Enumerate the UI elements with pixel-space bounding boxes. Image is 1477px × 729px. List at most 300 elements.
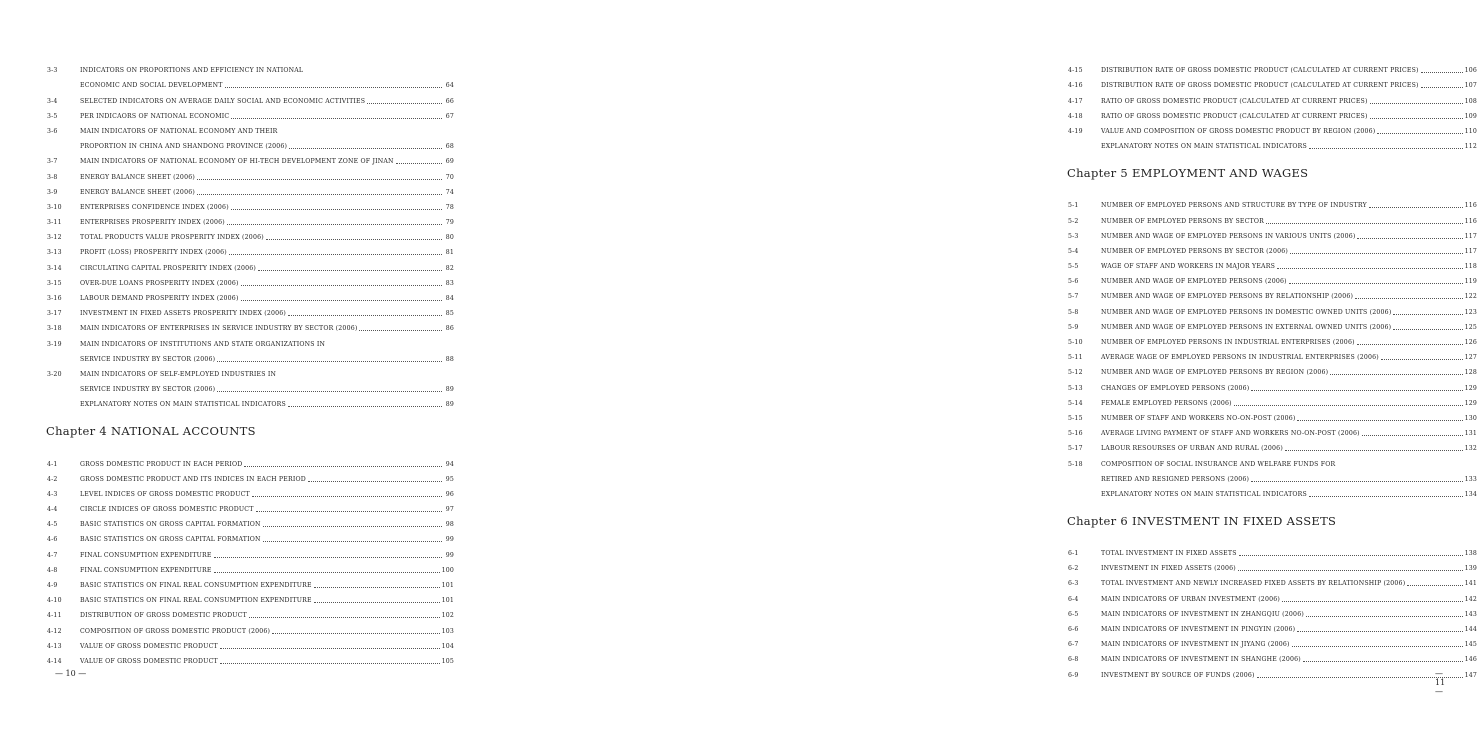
dot-leader: [314, 602, 440, 603]
toc-entry[interactable]: [46, 484, 454, 499]
entry-title: NUMBER AND WAGE OF EMPLOYED PERSONS BY REGION (2006): [1101, 369, 1329, 377]
entry-title: BASIC STATISTICS ON GROSS CAPITAL FORMATION: [80, 521, 261, 529]
page-ref: 86: [445, 325, 454, 333]
page-ref: 89: [445, 401, 454, 409]
toc-entry[interactable]: [1067, 136, 1477, 151]
entry-title: FINAL CONSUMPTION EXPENDITURE: [80, 551, 212, 559]
toc-column-left: [46, 60, 454, 666]
table-number: 4-4: [47, 506, 58, 514]
table-number: 4-11: [47, 612, 62, 620]
dot-leader: [1289, 283, 1463, 284]
toc-entry[interactable]: [46, 575, 454, 590]
toc-entry[interactable]: [46, 529, 454, 544]
dot-leader: [197, 179, 442, 180]
table-number: 6-9: [1068, 671, 1079, 679]
toc-entry[interactable]: [46, 349, 454, 364]
dot-leader: [249, 617, 440, 618]
entry-title: MAIN INDICATORS OF INVESTMENT IN JIYANG (2006): [1101, 641, 1290, 649]
entry-title: MAIN INDICATORS OF URBAN INVESTMENT (2006): [1101, 595, 1280, 603]
table-number: 5-8: [1068, 308, 1079, 316]
page-ref: 70: [445, 173, 454, 181]
entry-title: INDICATORS ON PROPORTIONS AND EFFICIENCY IN NATIONAL: [80, 67, 304, 75]
chapter-heading: Chapter 4 NATIONAL ACCOUNTS: [46, 424, 256, 439]
toc-entry[interactable]: [1067, 256, 1477, 271]
table-number: 5-10: [1068, 339, 1083, 346]
toc-entry[interactable]: [46, 590, 454, 605]
toc-entry[interactable]: [1067, 649, 1477, 664]
toc-column-right: [1067, 60, 1477, 680]
table-number: 4-15: [1068, 67, 1083, 75]
table-number: 5-17: [1068, 445, 1083, 453]
table-number: 5-2: [1068, 217, 1079, 225]
page-ref: 134: [1464, 490, 1477, 498]
toc-entry[interactable]: [46, 197, 454, 212]
toc-entry[interactable]: [46, 499, 454, 514]
entry-title: BASIC STATISTICS ON FINAL REAL CONSUMPTION EXPENDITURE: [80, 582, 312, 589]
dot-leader: [266, 239, 442, 240]
toc-entry[interactable]: [1067, 90, 1477, 105]
page-ref: 98: [445, 521, 454, 529]
table-number: 5-3: [1068, 232, 1079, 240]
entry-title: TOTAL PRODUCTS VALUE PROSPERITY INDEX (2006): [80, 234, 264, 242]
page-ref: 142: [1464, 595, 1477, 603]
entry-title: MAIN INDICATORS OF SELF-EMPLOYED INDUSTRIES IN: [80, 370, 277, 378]
dot-leader: [289, 148, 442, 149]
toc-entry[interactable]: [1067, 286, 1477, 301]
page-ref: 130: [1464, 414, 1477, 422]
page-ref: 110: [1464, 127, 1477, 135]
table-number: 3-10: [47, 203, 62, 211]
dot-leader: [396, 163, 442, 164]
page-ref: 97: [445, 506, 454, 514]
right-page: [512, 0, 1477, 729]
entry-title: WAGE OF STAFF AND WORKERS IN MAJOR YEARS: [1101, 263, 1276, 271]
toc-entry[interactable]: [1067, 619, 1477, 634]
dot-leader: [367, 103, 442, 104]
entry-title: VALUE OF GROSS DOMESTIC PRODUCT: [80, 642, 218, 650]
dot-leader: [288, 315, 442, 316]
page-ref: 105: [441, 657, 454, 665]
dot-leader: [244, 466, 442, 467]
dot-leader: [1357, 344, 1463, 345]
entry-title: INVESTMENT BY SOURCE OF FUNDS (2006): [1101, 671, 1255, 679]
toc-entry[interactable]: [46, 212, 454, 227]
entry-title: NUMBER OF EMPLOYED PERSONS AND STRUCTURE BY TYPE OF INDUSTRY: [1101, 202, 1367, 210]
entry-title: FEMALE EMPLOYED PERSONS (2006): [1101, 399, 1232, 407]
toc-entry[interactable]: [1067, 469, 1477, 484]
page-ref: 118: [1464, 263, 1477, 271]
page-number-right: — 11 —: [1435, 669, 1446, 696]
dot-leader: [1407, 585, 1462, 586]
page-ref: 131: [1464, 430, 1477, 438]
dot-leader: [1362, 435, 1463, 436]
table-number: 4-1: [47, 460, 58, 468]
table-number: 3-14: [47, 264, 62, 272]
entry-title: AVERAGE LIVING PAYMENT OF STAFF AND WORKERS NO-ON-POST (2006): [1101, 430, 1360, 438]
dot-leader: [1309, 496, 1463, 497]
dot-leader: [1309, 148, 1463, 149]
toc-entry[interactable]: [1067, 347, 1477, 362]
page-ref: 95: [445, 475, 454, 483]
entry-title: FINAL CONSUMPTION EXPENDITURE: [80, 566, 212, 574]
table-number: 3-4: [47, 97, 58, 105]
entry-title: VALUE OF GROSS DOMESTIC PRODUCT: [80, 657, 218, 665]
toc-entry[interactable]: [1067, 423, 1477, 438]
dot-leader: [229, 254, 442, 255]
toc-entry[interactable]: [1067, 377, 1477, 392]
table-number: 4-7: [47, 551, 58, 559]
page-ref: 66: [445, 97, 454, 105]
entry-title: NUMBER OF EMPLOYED PERSONS BY SECTOR: [1101, 217, 1265, 225]
toc-entry[interactable]: [46, 257, 454, 272]
entry-title: INVESTMENT IN FIXED ASSETS PROSPERITY INDEX (2006): [80, 310, 287, 318]
dot-leader: [1251, 390, 1462, 391]
entry-title: NUMBER AND WAGE OF EMPLOYED PERSONS (2006): [1101, 278, 1287, 286]
toc-entry[interactable]: [46, 514, 454, 529]
page-ref: 123: [1464, 308, 1477, 316]
entry-title: INVESTMENT IN FIXED ASSETS (2006): [1101, 565, 1236, 573]
toc-entry[interactable]: [46, 60, 454, 75]
dot-leader: [1421, 87, 1463, 88]
entry-title: RATIO OF GROSS DOMESTIC PRODUCT (CALCULATED AT CURRENT PRICES): [1101, 112, 1368, 120]
entry-title: TOTAL INVESTMENT AND NEWLY INCREASED FIXED ASSETS BY RELATIONSHIP (2006): [1101, 580, 1406, 588]
entry-title: ENTERPRISES PROSPERITY INDEX (2006): [80, 219, 225, 227]
entry-title: DISTRIBUTION RATE OF GROSS DOMESTIC PRODUCT (CALCULATED AT CURRENT PRICES): [1101, 67, 1419, 75]
table-number: 4-13: [47, 642, 62, 650]
dot-leader: [308, 481, 442, 482]
page-ref: 64: [445, 82, 454, 90]
page-ref: 138: [1464, 550, 1477, 558]
dot-leader: [1277, 268, 1463, 269]
entry-title: BASIC STATISTICS ON FINAL REAL CONSUMPTION EXPENDITURE: [80, 597, 312, 605]
dot-leader: [217, 391, 442, 392]
table-number: 4-8: [47, 566, 58, 574]
toc-entry[interactable]: [46, 544, 454, 559]
table-number: 3-17: [47, 310, 62, 318]
table-number: 3-7: [47, 158, 58, 166]
page-ref: 141: [1464, 580, 1477, 588]
dot-leader: [1370, 118, 1463, 119]
dot-leader: [231, 118, 442, 119]
page-ref: 100: [441, 566, 454, 574]
table-number: 3-8: [47, 173, 58, 181]
dot-leader: [220, 663, 440, 664]
dot-leader: [225, 87, 442, 88]
entry-title: COMPOSITION OF GROSS DOMESTIC PRODUCT (2006): [80, 627, 271, 635]
page-ref: 80: [445, 234, 454, 242]
entry-title: NUMBER AND WAGE OF EMPLOYED PERSONS IN DOMESTIC OWNED UNITS (2006): [1101, 308, 1392, 316]
toc-entry[interactable]: [1067, 332, 1477, 347]
page-ref: 102: [441, 612, 454, 620]
dot-leader: [1421, 72, 1463, 73]
toc-entry[interactable]: [46, 379, 454, 394]
table-number: 4-5: [47, 521, 58, 529]
entry-title: DISTRIBUTION OF GROSS DOMESTIC PRODUCT: [80, 612, 247, 620]
toc-entry[interactable]: [46, 106, 454, 121]
table-number: 3-16: [47, 295, 62, 302]
toc-entry[interactable]: [46, 364, 454, 379]
dot-leader: [1393, 329, 1462, 330]
dot-leader: [1285, 450, 1463, 451]
page-ref: 117: [1464, 247, 1477, 255]
entry-title: PROFIT (LOSS) PROSPERITY INDEX (2006): [80, 249, 227, 257]
page-ref: 126: [1464, 339, 1477, 346]
toc-entry[interactable]: [1067, 484, 1477, 499]
dot-leader: [252, 496, 442, 497]
page-ref: 99: [445, 551, 454, 559]
toc-entry[interactable]: [1067, 588, 1477, 603]
page-ref: 99: [445, 536, 454, 544]
toc-entry[interactable]: [46, 333, 454, 348]
page-ref: 68: [445, 143, 454, 151]
toc-entry[interactable]: [1067, 543, 1477, 558]
page-ref: 96: [445, 490, 454, 498]
entry-title: COMPOSITION OF SOCIAL INSURANCE AND WELFARE FUNDS FOR: [1101, 460, 1336, 468]
table-number: 5-5: [1068, 263, 1079, 271]
table-number: 3-13: [47, 249, 62, 257]
dot-leader: [1306, 616, 1463, 617]
toc-entry[interactable]: [1067, 60, 1477, 75]
toc-entry[interactable]: [1067, 558, 1477, 573]
page-ref: 85: [445, 310, 454, 318]
toc-entry[interactable]: [1067, 75, 1477, 90]
toc-entry[interactable]: [46, 75, 454, 90]
toc-entry[interactable]: [46, 318, 454, 333]
entry-title: MAIN INDICATORS OF INVESTMENT IN SHANGHE (2006): [1101, 656, 1301, 664]
page-ref: 119: [1464, 278, 1477, 286]
page-ref: 112: [1464, 143, 1477, 151]
dot-leader: [1257, 677, 1463, 678]
dot-leader: [231, 209, 442, 210]
toc-entry[interactable]: [1067, 121, 1477, 136]
dot-leader: [258, 270, 442, 271]
dot-leader: [1370, 103, 1463, 104]
toc-entry[interactable]: [1067, 271, 1477, 286]
dot-leader: [217, 361, 442, 362]
page-ref: 116: [1464, 202, 1477, 210]
toc-entry[interactable]: [46, 605, 454, 620]
entry-title: NUMBER AND WAGE OF EMPLOYED PERSONS IN EXTERNAL OWNED UNITS (2006): [1101, 323, 1392, 331]
entry-title: VALUE AND COMPOSITION OF GROSS DOMESTIC PRODUCT BY REGION (2006): [1101, 127, 1376, 135]
table-number: 5-13: [1068, 384, 1083, 392]
table-number: 4-19: [1068, 127, 1083, 135]
toc-entry[interactable]: [46, 303, 454, 318]
toc-entry[interactable]: [46, 469, 454, 484]
table-number: 6-5: [1068, 610, 1079, 618]
dot-leader: [263, 541, 442, 542]
entry-title: ENERGY BALANCE SHEET (2006): [80, 173, 195, 181]
dot-leader: [220, 648, 440, 649]
table-number: 4-17: [1068, 97, 1083, 105]
toc-entry[interactable]: [46, 560, 454, 575]
dot-leader: [1303, 661, 1463, 662]
dot-leader: [1330, 374, 1462, 375]
entry-title: NUMBER OF STAFF AND WORKERS NO-ON-POST (2006): [1101, 414, 1296, 422]
page-ref: 101: [441, 597, 454, 605]
dot-leader: [1234, 405, 1463, 406]
toc-entry[interactable]: [1067, 317, 1477, 332]
toc-entry[interactable]: [46, 651, 454, 666]
left-page: [0, 0, 512, 729]
toc-entry[interactable]: [1067, 573, 1477, 588]
toc-entry[interactable]: [46, 242, 454, 257]
page-ref: 109: [1464, 112, 1477, 120]
toc-entry[interactable]: [1067, 301, 1477, 316]
table-number: 5-18: [1068, 460, 1083, 468]
toc-entry[interactable]: [46, 151, 454, 166]
page-ref: 103: [441, 627, 454, 635]
entry-title: PER INDICAORS OF NATIONAL ECONOMIC: [80, 112, 230, 120]
chapter-heading: Chapter 6 INVESTMENT IN FIXED ASSETS: [1067, 513, 1337, 528]
dot-leader: [1239, 555, 1463, 556]
entry-title: CHANGES OF EMPLOYED PERSONS (2006): [1101, 384, 1250, 392]
toc-entry[interactable]: [1067, 604, 1477, 619]
table-number: 3-20: [47, 370, 62, 378]
page-ref: 94: [445, 460, 454, 468]
page-ref: 67: [445, 112, 454, 120]
table-number: 6-3: [1068, 580, 1079, 588]
entry-title: LABOUR RESOURSES OF URBAN AND RURAL (2006): [1101, 445, 1283, 453]
toc-entry[interactable]: [1067, 634, 1477, 649]
toc-entry[interactable]: [1067, 241, 1477, 256]
toc-entry[interactable]: [46, 288, 454, 303]
toc-entry[interactable]: [46, 636, 454, 651]
toc-entry[interactable]: [46, 166, 454, 181]
dot-leader: [1381, 359, 1463, 360]
page-ref: 145: [1464, 641, 1477, 649]
dot-leader: [272, 633, 439, 634]
toc-entry[interactable]: [46, 136, 454, 151]
toc-entry[interactable]: [1067, 362, 1477, 377]
toc-entry[interactable]: [1067, 664, 1477, 679]
dot-leader: [1297, 420, 1462, 421]
dot-leader: [288, 406, 442, 407]
page-ref: 106: [1464, 67, 1477, 75]
table-number: 4-10: [47, 597, 62, 605]
entry-title: EXPLANATORY NOTES ON MAIN STATISTICAL INDICATORS: [80, 401, 286, 409]
entry-title: ENTERPRISES CONFIDENCE INDEX (2006): [80, 203, 229, 211]
page-ref: 147: [1464, 671, 1477, 679]
toc-entry[interactable]: [1067, 106, 1477, 121]
table-number: 6-1: [1068, 550, 1079, 558]
toc-entry[interactable]: [46, 620, 454, 635]
dot-leader: [1393, 314, 1462, 315]
entry-title: GROSS DOMESTIC PRODUCT IN EACH PERIOD: [80, 460, 243, 468]
table-number: 5-12: [1068, 369, 1083, 377]
page-ref: 143: [1464, 610, 1477, 618]
table-number: 4-16: [1068, 82, 1083, 90]
entry-title: LEVEL INDICES OF GROSS DOMESTIC PRODUCT: [80, 490, 250, 498]
table-number: 5-1: [1068, 202, 1079, 210]
page-ref: 127: [1464, 354, 1477, 362]
table-number: 4-9: [47, 582, 58, 589]
page-ref: 74: [445, 188, 454, 196]
page-ref: 82: [445, 264, 454, 272]
toc-entry[interactable]: [1067, 408, 1477, 423]
page-ref: 116: [1464, 217, 1477, 225]
table-number: 5-11: [1068, 354, 1083, 362]
table-number: 5-15: [1068, 414, 1083, 422]
toc-entry[interactable]: [1067, 210, 1477, 225]
dot-leader: [1355, 298, 1462, 299]
table-number: 5-16: [1068, 430, 1083, 438]
toc-entry[interactable]: [1067, 393, 1477, 408]
dot-leader: [1290, 253, 1463, 254]
toc-entry[interactable]: [1067, 438, 1477, 453]
entry-title: SERVICE INDUSTRY BY SECTOR (2006): [80, 355, 216, 363]
page-ref: 129: [1464, 384, 1477, 392]
table-number: 4-14: [47, 657, 62, 665]
dot-leader: [227, 224, 442, 225]
page-ref: 84: [445, 295, 454, 302]
entry-title: AVERAGE WAGE OF EMPLOYED PERSONS IN INDUSTRIAL ENTERPRISES (2006): [1101, 354, 1379, 362]
table-number: 3-11: [47, 219, 62, 227]
entry-title: BASIC STATISTICS ON GROSS CAPITAL FORMATION: [80, 536, 261, 544]
entry-title: LABOUR DEMAND PROSPERITY INDEX (2006): [80, 295, 239, 302]
page-ref: 79: [445, 219, 454, 227]
entry-title: ENERGY BALANCE SHEET (2006): [80, 188, 195, 196]
toc-entry[interactable]: [46, 394, 454, 409]
table-number: 5-4: [1068, 247, 1079, 255]
entry-title: TOTAL INVESTMENT IN FIXED ASSETS: [1101, 550, 1237, 558]
table-number: 5-9: [1068, 323, 1079, 331]
toc-entry[interactable]: [46, 182, 454, 197]
dot-leader: [359, 330, 442, 331]
dot-leader: [1238, 570, 1463, 571]
toc-entry[interactable]: [1067, 195, 1477, 210]
table-number: 6-6: [1068, 626, 1079, 633]
entry-title: CIRCULATING CAPITAL PROSPERITY INDEX (2006): [80, 264, 257, 272]
toc-entry[interactable]: [46, 121, 454, 136]
page-ref: 104: [441, 642, 454, 650]
toc-entry[interactable]: [46, 453, 454, 468]
entry-title: MAIN INDICATORS OF ENTERPRISES IN SERVICE INDUSTRY BY SECTOR (2006): [80, 325, 358, 333]
toc-entry[interactable]: [46, 90, 454, 105]
page-ref: 108: [1464, 97, 1477, 105]
page-ref: 139: [1464, 565, 1477, 573]
dot-leader: [314, 587, 440, 588]
table-number: 5-14: [1068, 399, 1083, 407]
table-number: 4-3: [47, 490, 58, 498]
table-number: 6-8: [1068, 656, 1079, 664]
toc-entry[interactable]: [1067, 453, 1477, 468]
page-ref: 122: [1464, 293, 1477, 301]
page-ref: 78: [445, 203, 454, 211]
table-number: 4-2: [47, 475, 58, 483]
table-number: 4-18: [1068, 112, 1083, 120]
page-ref: 107: [1464, 82, 1477, 90]
page-ref: 117: [1464, 232, 1477, 240]
dot-leader: [241, 300, 442, 301]
page-ref: 125: [1464, 323, 1477, 331]
dot-leader: [197, 194, 442, 195]
entry-title: EXPLANATORY NOTES ON MAIN STATISTICAL INDICATORS: [1101, 490, 1307, 498]
page-ref: 89: [445, 386, 454, 394]
entry-title: PROPORTION IN CHINA AND SHANDONG PROVINCE (2006): [80, 143, 288, 151]
page-ref: 146: [1464, 656, 1477, 664]
dot-leader: [1297, 631, 1462, 632]
page-ref: 129: [1464, 399, 1477, 407]
page-number-left: — 10 —: [55, 669, 87, 678]
table-number: 3-3: [47, 67, 58, 75]
table-number: 3-6: [47, 127, 58, 135]
entry-title: MAIN INDICATORS OF NATIONAL ECONOMY OF HI-TECH DEVELOPMENT ZONE OF JINAN: [80, 158, 394, 166]
toc-entry[interactable]: [46, 227, 454, 242]
page-ref: 144: [1464, 626, 1477, 633]
toc-entry[interactable]: [46, 273, 454, 288]
toc-entry[interactable]: [1067, 226, 1477, 241]
dot-leader: [214, 572, 440, 573]
